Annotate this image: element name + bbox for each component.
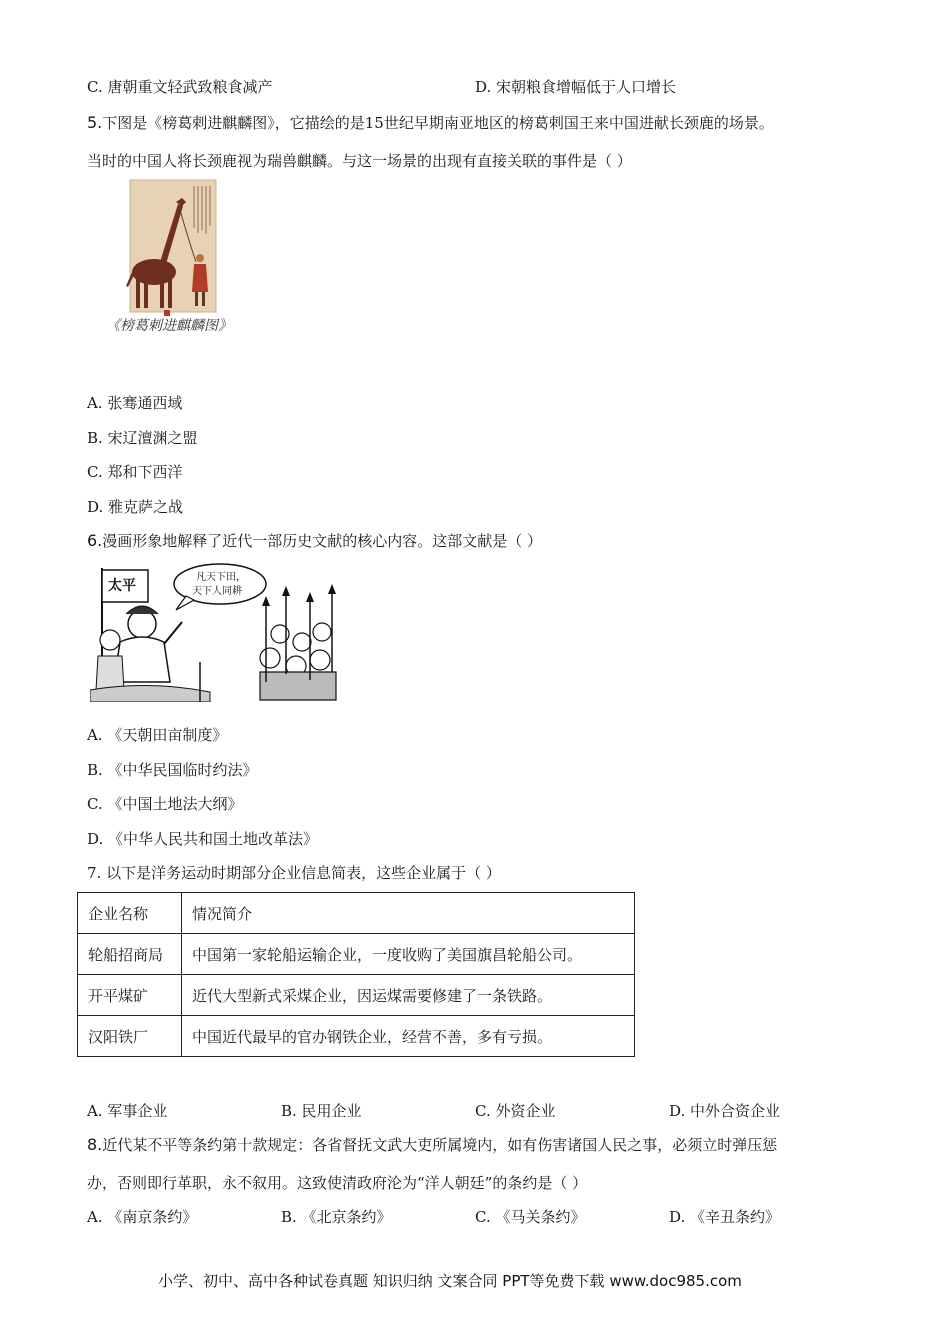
q4-option-d: D. 宋朝粮食增幅低于人口增长 (475, 78, 677, 96)
table-cell: 开平煤矿 (78, 975, 182, 1016)
q5-image-caption: 《榜葛剌进麒麟图》 (106, 318, 232, 334)
q5-option-c: C. 郑和下西洋 (87, 463, 183, 481)
q6-number: 6. (87, 531, 103, 550)
q5-stem-line1: 5.下图是《榜葛剌进麒麟图》，它描绘的是15世纪早期南亚地区的榜葛剌国王来中国进献长颈鹿的场景。 (87, 113, 774, 132)
q7-stem: 7. 以下是洋务运动时期部分企业信息简表，这些企业属于（ ） (87, 864, 501, 882)
table-header-cell: 企业名称 (78, 893, 182, 934)
cartoon-bubble-line1: 凡天下田， (196, 572, 246, 583)
table-cell: 汉阳铁厂 (78, 1016, 182, 1057)
q8-stem-line2: 办，否则即行革职，永不叙用。这致使清政府沦为“洋人朝廷”的条约是（ ） (87, 1174, 588, 1192)
q6-stem: 6.漫画形象地解释了近代一部历史文献的核心内容。这部文献是（ ） (87, 531, 543, 550)
table-header-row (78, 893, 635, 934)
q5-option-d: D. 雅克萨之战 (87, 498, 184, 516)
q4-option-c: C. 唐朝重文轻武致粮食减产 (87, 78, 273, 96)
table-row (78, 975, 635, 1016)
q8-option-d: D. 《辛丑条约》 (669, 1208, 781, 1226)
q6-option-b: B. 《中华民国临时约法》 (87, 761, 258, 779)
q7-option-d: D. 中外合资企业 (669, 1102, 781, 1120)
q8-option-c: C. 《马关条约》 (475, 1208, 586, 1226)
cartoon-flag-text: 太平 (108, 578, 136, 594)
q6-option-c: C. 《中国土地法大纲》 (87, 795, 243, 813)
q8-option-b: B. 《北京条约》 (281, 1208, 392, 1226)
q7-option-c: C. 外资企业 (475, 1102, 556, 1120)
q6-option-a: A. 《天朝田亩制度》 (87, 726, 228, 744)
cartoon-image (90, 562, 340, 702)
q7-option-a: A. 军事企业 (87, 1102, 168, 1120)
q5-number: 5. (87, 113, 103, 132)
q6-option-d: D. 《中华人民共和国土地改革法》 (87, 830, 319, 848)
cartoon-figure (90, 562, 340, 702)
table-row (78, 1016, 635, 1057)
q5-option-b: B. 宋辽澶渊之盟 (87, 429, 198, 447)
table-row (78, 934, 635, 975)
table-cell: 中国第一家轮船运输企业，一度收购了美国旗昌轮船公司。 (182, 934, 635, 975)
giraffe-painting-figure (102, 178, 247, 338)
table-cell: 轮船招商局 (78, 934, 182, 975)
q5-stem-line2: 当时的中国人将长颈鹿视为瑞兽麒麟。与这一场景的出现有直接关联的事件是（ ） (87, 152, 632, 170)
giraffe-painting-image (102, 178, 247, 338)
cartoon-bubble-line2: 天下人同耕 (192, 586, 242, 597)
enterprise-info-table (77, 892, 635, 1057)
table-header-cell: 情况简介 (182, 893, 635, 934)
page-footer: 小学、初中、高中各种试卷真题 知识归纳 文案合同 PPT等免费下载 www.doc985.com (158, 1272, 742, 1290)
q8-option-a: A. 《南京条约》 (87, 1208, 198, 1226)
table-cell: 近代大型新式采煤企业，因运煤需要修建了一条铁路。 (182, 975, 635, 1016)
q8-number: 8. (87, 1135, 103, 1154)
q5-option-a: A. 张骞通西域 (87, 394, 183, 412)
table-cell: 中国近代最早的官办钢铁企业，经营不善，多有亏损。 (182, 1016, 635, 1057)
q8-stem-line1: 8.近代某不平等条约第十款规定：各省督抚文武大吏所属境内，如有伤害诸国人民之事，必须立时弹压惩 (87, 1135, 778, 1154)
q7-option-b: B. 民用企业 (281, 1102, 362, 1120)
